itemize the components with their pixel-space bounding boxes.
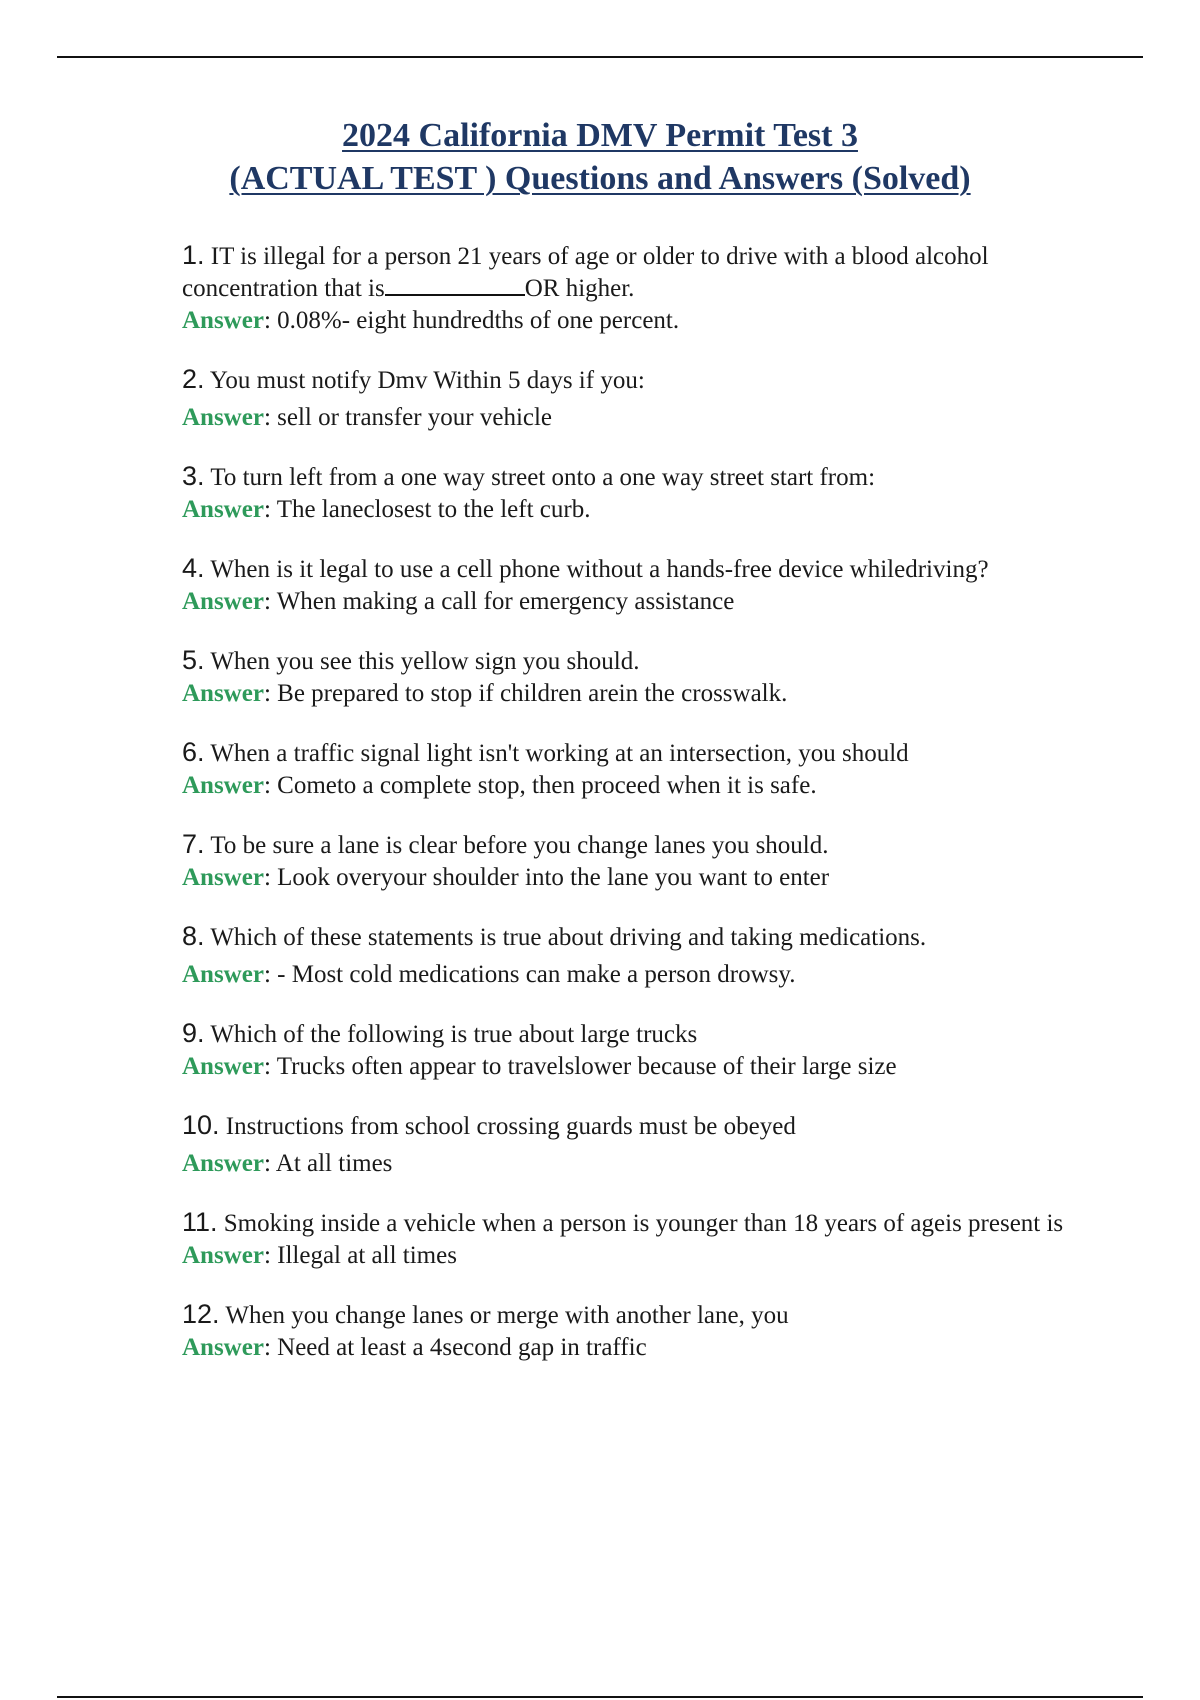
answer-line: [182, 495, 1112, 525]
question-text: [182, 645, 1112, 677]
answer-text: Look overyour shoulder into the lane you want to enter: [277, 864, 830, 891]
question-number: 8.: [182, 921, 205, 951]
answer-line: [182, 1241, 1112, 1271]
question-body: To be sure a lane is clear before you change lanes you should.: [204, 832, 829, 859]
question-item-3: [182, 461, 1112, 525]
answer-separator: :: [263, 1053, 277, 1080]
answer-text: Illegal at all times: [277, 1242, 457, 1269]
question-number: 5.: [182, 645, 205, 675]
question-item-1: [182, 240, 1112, 336]
question-body: IT is illegal for a person 21 years of age or older to drive with a blood alcohol concentration that is: [182, 243, 989, 302]
question-text: [182, 829, 1112, 861]
answer-line: [182, 1149, 1112, 1179]
question-text: [182, 737, 1112, 769]
answer-separator: :: [263, 307, 278, 334]
question-text: [182, 1018, 1112, 1050]
answer-text: The laneclosest to the left curb.: [276, 496, 591, 523]
question-number: 2.: [182, 364, 205, 394]
answer-separator: :: [263, 1150, 276, 1177]
answer-separator: :: [263, 588, 277, 615]
question-text: [182, 364, 1112, 396]
question-number: 7.: [182, 829, 205, 859]
question-body: Smoking inside a vehicle when a person is younger than 18 years of ageis present is: [217, 1210, 1064, 1237]
question-text: [182, 921, 1112, 953]
question-body-continued: OR higher.: [524, 275, 635, 302]
answer-line: [182, 587, 1112, 617]
bottom-rule: [57, 1696, 1143, 1698]
question-number: 10.: [182, 1110, 220, 1140]
answer-text: - Most cold medications can make a person drowsy.: [277, 961, 796, 988]
answer-line: [182, 679, 1112, 709]
question-number: 9.: [182, 1018, 205, 1048]
answer-separator: :: [263, 1334, 278, 1361]
question-body: When a traffic signal light isn't working at an intersection, you should: [204, 740, 909, 767]
answer-label: Answer: [182, 1242, 264, 1269]
answer-label: Answer: [182, 588, 264, 615]
question-text: [182, 1299, 1112, 1331]
answer-separator: :: [263, 496, 277, 523]
answer-separator: :: [263, 961, 278, 988]
question-text: [182, 461, 1112, 493]
question-body: When is it legal to use a cell phone without a hands-free device whiledriving?: [204, 556, 989, 583]
answer-line: [182, 1333, 1112, 1363]
question-item-4: [182, 553, 1112, 617]
answer-line: [182, 863, 1112, 893]
answer-separator: :: [263, 404, 278, 431]
question-body: When you change lanes or merge with another lane, you: [219, 1302, 789, 1329]
answer-label: Answer: [182, 680, 264, 707]
question-number: 4.: [182, 553, 205, 583]
answer-text: When making a call for emergency assistance: [276, 588, 735, 615]
answer-label: Answer: [182, 404, 264, 431]
question-item-7: [182, 829, 1112, 893]
title-line-2: (ACTUAL TEST ) Questions and Answers (Solved): [229, 160, 971, 197]
fill-in-blank: [385, 272, 525, 296]
answer-label: Answer: [182, 496, 264, 523]
question-number: 6.: [182, 737, 205, 767]
question-body: You must notify Dmv Within 5 days if you:: [204, 367, 645, 394]
question-text: [182, 1207, 1112, 1239]
answer-separator: :: [263, 680, 278, 707]
answer-label: Answer: [182, 1053, 264, 1080]
answer-text: At all times: [275, 1150, 393, 1177]
question-text: [182, 553, 1112, 585]
question-body: When you see this yellow sign you should.: [204, 648, 640, 675]
question-item-10: [182, 1110, 1112, 1179]
answer-separator: :: [263, 772, 278, 799]
answer-line: [182, 403, 1112, 433]
answer-separator: :: [263, 864, 278, 891]
answer-line: [182, 771, 1112, 801]
answer-separator: :: [263, 1242, 278, 1269]
answer-line: [182, 306, 1112, 336]
question-item-12: [182, 1299, 1112, 1363]
answer-label: Answer: [182, 772, 264, 799]
title-line-1: 2024 California DMV Permit Test 3: [342, 117, 858, 154]
question-body: Which of these statements is true about driving and taking medications.: [204, 924, 927, 951]
question-item-2: [182, 364, 1112, 433]
question-item-8: [182, 921, 1112, 990]
question-number: 1.: [182, 240, 205, 270]
question-body: To turn left from a one way street onto a one way street start from:: [204, 464, 876, 491]
answer-text: Trucks often appear to travelslower because of their large size: [276, 1053, 897, 1080]
answer-text: Be prepared to stop if children arein the crosswalk.: [277, 680, 788, 707]
document-title: [0, 114, 1200, 200]
answer-label: Answer: [182, 1150, 264, 1177]
answer-label: Answer: [182, 961, 264, 988]
answer-line: [182, 1052, 1112, 1082]
question-body: Which of the following is true about large trucks: [204, 1021, 698, 1048]
question-item-6: [182, 737, 1112, 801]
answer-text: sell or transfer your vehicle: [277, 404, 553, 431]
answer-label: Answer: [182, 307, 264, 334]
answer-label: Answer: [182, 1334, 264, 1361]
answer-text: 0.08%- eight hundredths of one percent.: [277, 307, 680, 334]
question-item-9: [182, 1018, 1112, 1082]
question-number: 12.: [182, 1299, 220, 1329]
answer-label: Answer: [182, 864, 264, 891]
answer-text: Cometo a complete stop, then proceed when it is safe.: [277, 772, 817, 799]
answer-line: [182, 960, 1112, 990]
questions-list: [182, 240, 1112, 1391]
answer-text: Need at least a 4second gap in traffic: [277, 1334, 647, 1361]
question-number: 11.: [182, 1207, 218, 1237]
question-body: Instructions from school crossing guards must be obeyed: [219, 1113, 796, 1140]
question-item-5: [182, 645, 1112, 709]
question-text: [182, 1110, 1112, 1142]
question-text: [182, 240, 1112, 304]
top-rule: [57, 56, 1143, 58]
question-item-11: [182, 1207, 1112, 1271]
question-number: 3.: [182, 461, 205, 491]
